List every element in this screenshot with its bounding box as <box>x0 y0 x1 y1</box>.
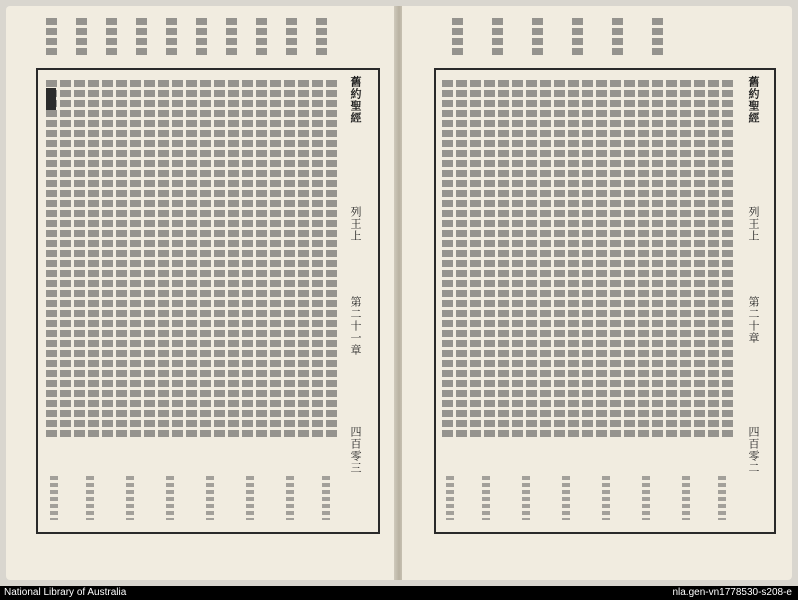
right-chapter-label: 第二十章 <box>747 296 760 344</box>
left-page-number: 四百零三 <box>349 426 362 474</box>
right-margin-notes <box>432 18 772 64</box>
left-page <box>6 6 396 580</box>
footer-bar <box>0 586 798 600</box>
footer-source: National Library of Australia <box>4 587 127 598</box>
right-body-text <box>442 80 734 440</box>
left-book-title: 舊約聖經 <box>349 76 362 124</box>
left-footnotes <box>46 476 336 520</box>
right-book-title: 舊約聖經 <box>747 76 760 124</box>
right-section-name: 列王上 <box>747 206 760 242</box>
verse-highlight-icon <box>46 88 56 110</box>
footer-identifier: nla.gen-vn1778530-s208-e <box>672 587 792 598</box>
right-page-number: 四百零二 <box>747 426 760 474</box>
right-page <box>402 6 792 580</box>
left-chapter-label: 第二十一章 <box>349 296 362 356</box>
left-body-text <box>46 80 336 440</box>
left-section-name: 列王上 <box>349 206 362 242</box>
right-footnotes <box>442 476 734 520</box>
left-margin-notes <box>36 18 376 64</box>
